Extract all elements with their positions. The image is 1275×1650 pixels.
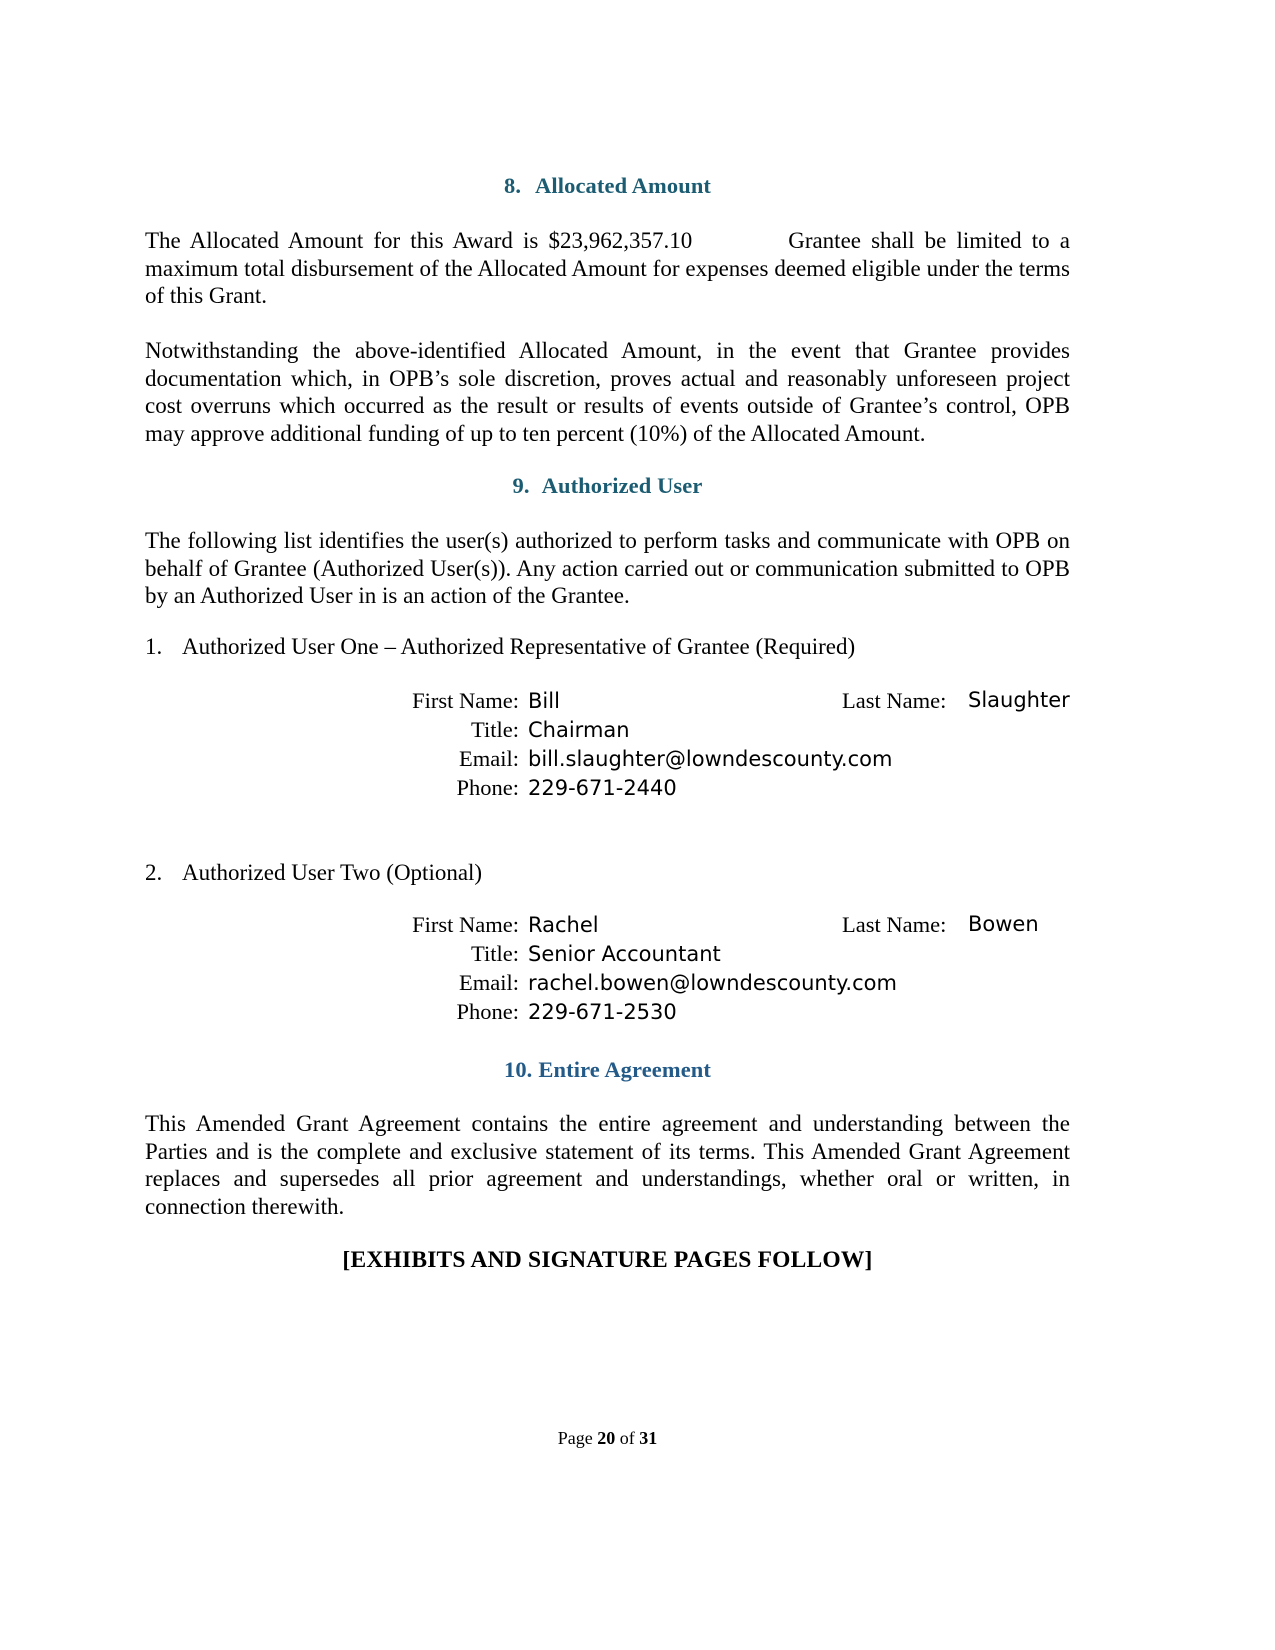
section-title: Entire Agreement [538,1057,712,1082]
authorized-user-two-fields [270,910,1070,1026]
title-value[interactable]: Senior Accountant [528,942,721,966]
allocated-amount-value: $23,962,357.10 [548,228,693,253]
list-item-label: Authorized User One – Authorized Representative of Grantee (Required) [182,634,856,659]
allocated-lead-text: The Allocated Amount for this Award is [145,228,539,253]
field-row-phone [270,997,1070,1026]
field-row-name [270,910,1070,939]
field-row-email [270,744,1070,773]
paragraph-allocated-amount [145,227,1070,310]
paragraph-authorized-user-intro: The following list identifies the user(s) authorized to perform tasks and communicate with OPB on behalf of Grantee (Authorized User(s)). Any action carried out or communication submitted to OPB by an Authorized User in is an action of the Grantee. [145,528,1070,608]
footer-separator: of [619,1428,635,1448]
field-row-title [270,939,1070,968]
section-title: Authorized User [541,473,703,498]
section-title: Allocated Amount [535,173,712,198]
email-value[interactable]: rachel.bowen@lowndescounty.com [528,971,897,995]
phone-label: Phone: [456,999,519,1024]
field-row-name [270,686,1070,715]
section-number: 10. [503,1057,533,1082]
section-number: 9. [512,473,530,498]
paragraph-entire-agreement: This Amended Grant Agreement contains the entire agreement and understanding between the Parties and is the complete and exclusive statement of its terms. This Amended Grant Agreement replaces and supersedes all prior agreement and understandings, whether oral or written, in connection therewith. [145,1111,1070,1219]
first-name-label: First Name: [412,688,519,713]
section-heading-allocated-amount [145,173,1070,199]
email-label: Email: [459,746,519,771]
exhibits-notice: [EXHIBITS AND SIGNATURE PAGES FOLLOW] [342,1247,873,1273]
email-label: Email: [459,970,519,995]
footer-current-page: 20 [597,1428,616,1448]
section-number: 8. [503,173,522,198]
phone-label: Phone: [456,775,519,800]
last-name-label: Last Name: [842,912,947,937]
email-value[interactable]: bill.slaughter@lowndescounty.com [528,747,893,771]
list-item [145,859,1070,886]
section-heading-authorized-user [145,473,1070,499]
first-name-label: First Name: [412,912,519,937]
title-label: Title: [471,941,519,966]
first-name-value[interactable]: Bill [528,689,560,713]
authorized-user-one-fields [270,686,1070,802]
section-heading-entire-agreement [145,1057,1070,1083]
list-item-label: Authorized User Two (Optional) [182,860,483,885]
field-row-email [270,968,1070,997]
first-name-value[interactable]: Rachel [528,913,599,937]
last-name-value[interactable]: Bowen [968,912,1039,936]
field-row-title [270,715,1070,744]
paragraph-notwithstanding: Notwithstanding the above-identified Allocated Amount, in the event that Grantee provides documentation which, in OPB’s sole discretion, proves actual and reasonably unforeseen project cost overruns which occurred as the result or results of events outside of Grantee’s control, OPB may approve additional funding of up to ten percent (10%) of the Allocated Amount. [145,338,1070,446]
page-footer [145,1428,1070,1449]
last-name-label: Last Name: [842,688,947,713]
footer-prefix: Page [557,1428,593,1448]
title-value[interactable]: Chairman [528,718,630,742]
phone-value[interactable]: 229-671-2530 [528,1000,677,1024]
footer-total-pages: 31 [639,1428,658,1448]
list-marker: 1. [145,634,163,659]
list-item [145,633,1070,660]
phone-value[interactable]: 229-671-2440 [528,776,677,800]
list-marker: 2. [145,860,163,885]
last-name-value[interactable]: Slaughter [968,688,1070,712]
field-row-phone [270,773,1070,802]
allocated-rest-text: Grantee shall be limited to a maximum total disbursement of the Allocated Amount for expenses deemed eligible under the terms of this Grant. [145,228,1070,308]
title-label: Title: [471,717,519,742]
